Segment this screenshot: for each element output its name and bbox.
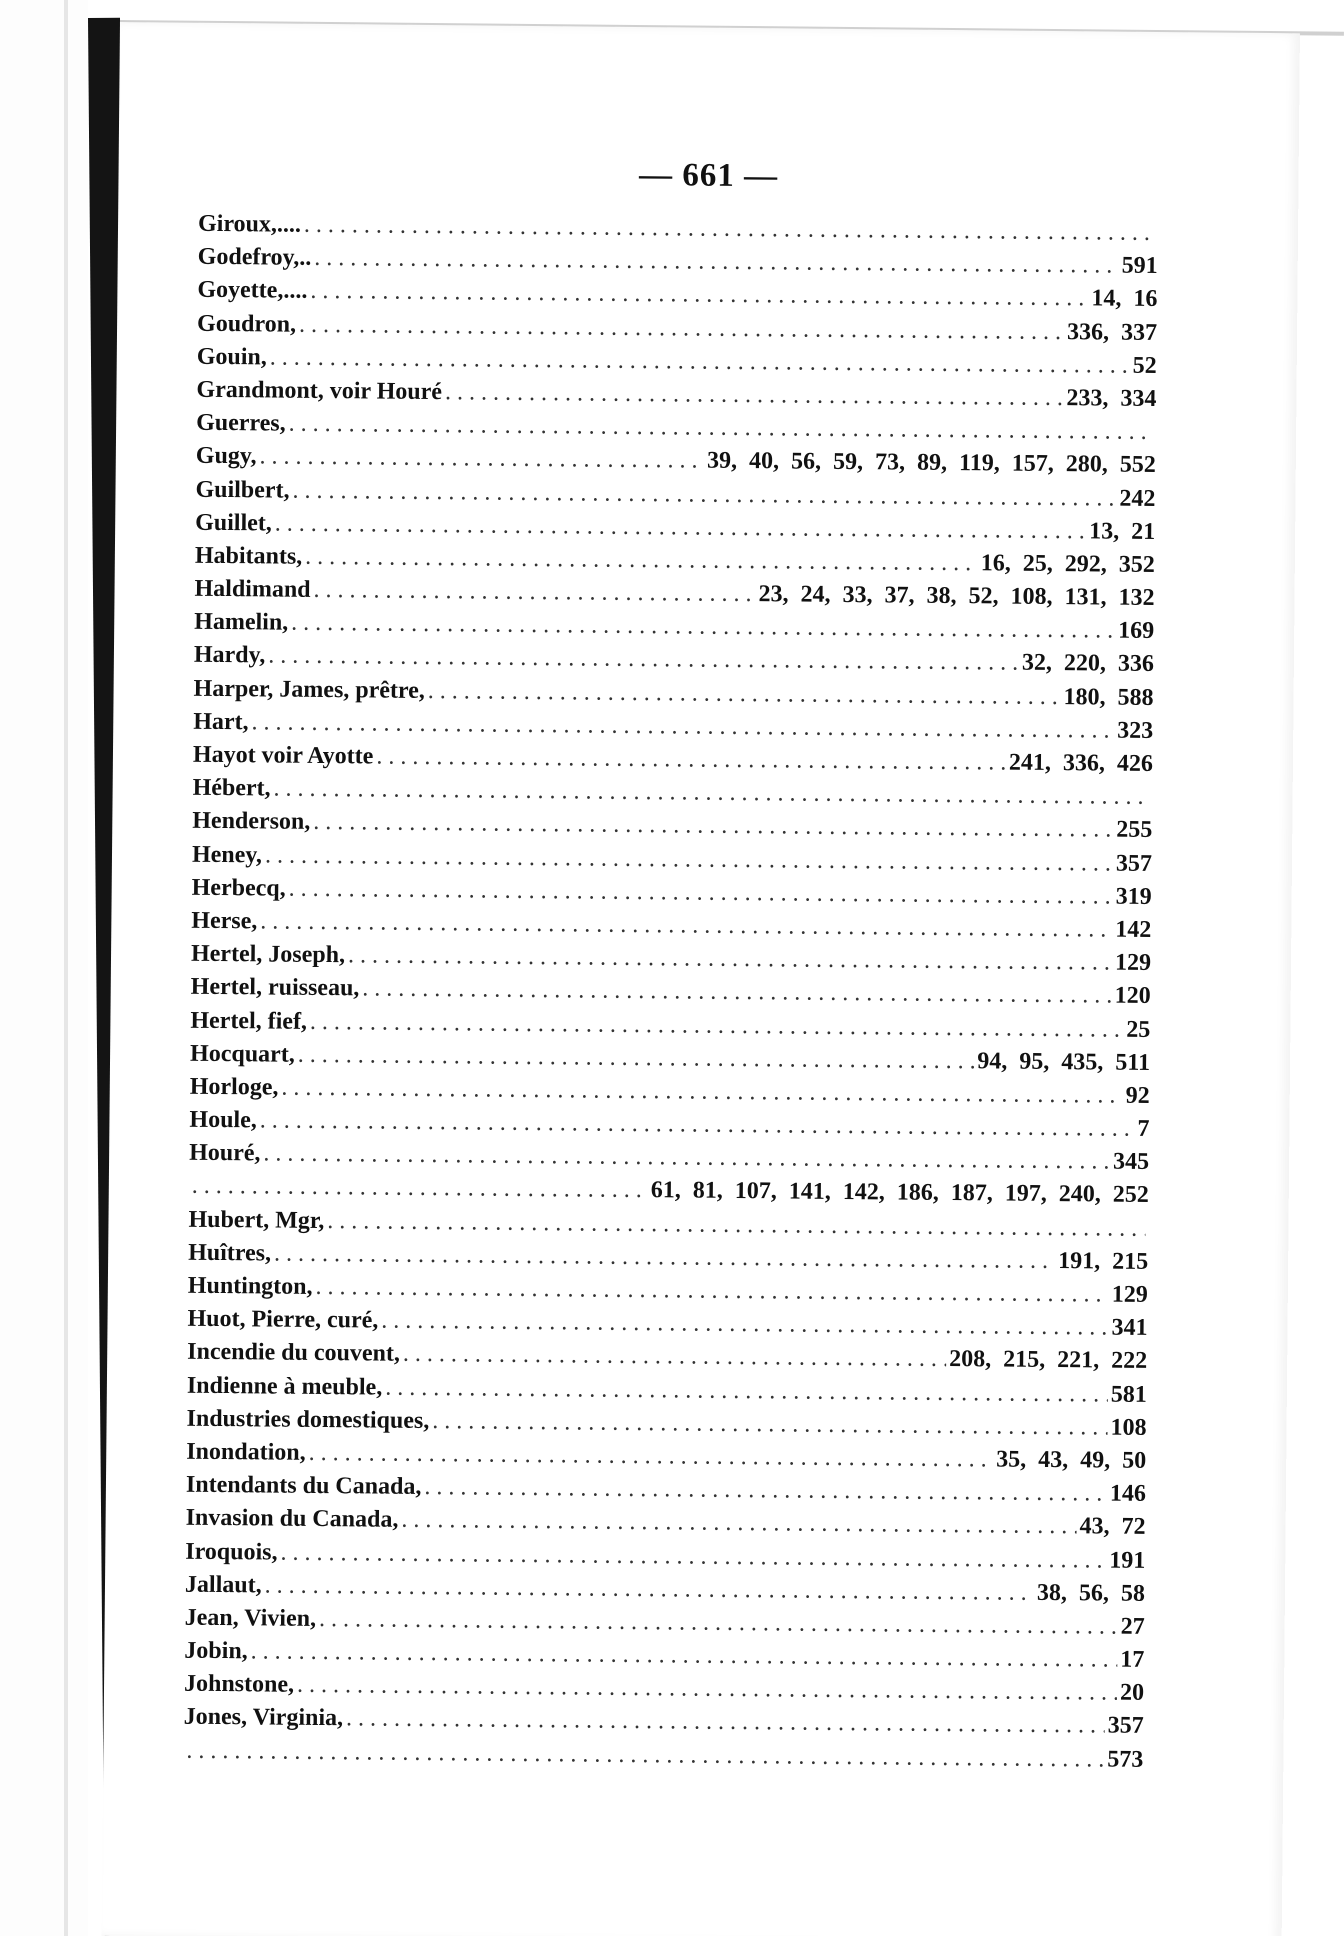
entry-name: Grandmont, voir Houré xyxy=(196,376,443,406)
entry-name: Hardy, xyxy=(193,642,266,669)
entry-name: Guillet, xyxy=(195,509,272,537)
entry-page-numbers: 61, 81, 107, 141, 142, 186, 187, 197, 240, 252 xyxy=(650,1177,1149,1209)
dot-leader xyxy=(401,1507,1076,1540)
page-number-header: — 661 — xyxy=(638,156,779,195)
entry-name: Gouin, xyxy=(196,343,267,371)
index-entry-list xyxy=(183,211,1158,1780)
entry-page-numbers: 32, 220, 336 xyxy=(1021,650,1155,678)
entry-page-numbers: 323 xyxy=(1117,717,1154,744)
entry-page-numbers: 108 xyxy=(1110,1414,1147,1441)
dot-leader xyxy=(309,1440,994,1474)
dot-leader xyxy=(445,379,1064,412)
entry-name: Houle, xyxy=(189,1106,257,1134)
entry-page-numbers: 120 xyxy=(1114,982,1151,1010)
entry-page-numbers: 142 xyxy=(1115,916,1152,943)
dot-leader xyxy=(259,444,704,475)
dot-leader xyxy=(428,678,1061,711)
entry-name: Huot, Pierre, curé, xyxy=(187,1305,379,1334)
entry-page-numbers: 92 xyxy=(1125,1082,1150,1109)
entry-page-numbers: 52 xyxy=(1132,352,1157,379)
dot-leader xyxy=(305,544,978,577)
entry-page-numbers: 35, 43, 49, 50 xyxy=(996,1446,1147,1474)
entry-name: Hertel, Joseph, xyxy=(190,940,346,969)
entry-page-numbers: 591 xyxy=(1121,252,1158,280)
entry-name: Huîtres, xyxy=(188,1239,272,1267)
entry-page-numbers: 43, 72 xyxy=(1079,1513,1146,1541)
entry-name: Herse, xyxy=(191,907,258,935)
entry-name: Herbecq, xyxy=(191,874,286,902)
dot-leader xyxy=(381,1308,1108,1342)
entry-page-numbers: 180, 588 xyxy=(1063,683,1154,711)
entry-name: Giroux,.... xyxy=(197,210,302,238)
entry-name: Hertel, ruisseau, xyxy=(190,974,360,1002)
dot-leader xyxy=(192,1173,648,1204)
entry-page-numbers: 146 xyxy=(1109,1480,1147,1508)
entry-name: Jobin, xyxy=(184,1637,248,1665)
entry-page-numbers: 573 xyxy=(1107,1746,1144,1773)
entry-name: Jean, Vivien, xyxy=(184,1604,317,1632)
entry-name: Jallaut, xyxy=(184,1571,262,1599)
entry-name: Gugy, xyxy=(195,443,257,470)
entry-name: Inondation, xyxy=(186,1438,306,1466)
entry-page-numbers: 336, 337 xyxy=(1066,318,1158,346)
dot-leader xyxy=(432,1408,1108,1441)
entry-name: Goyette,.... xyxy=(197,277,308,305)
entry-page-numbers: 7 xyxy=(1137,1115,1150,1142)
entry-name: Harper, James, prêtre, xyxy=(193,675,426,704)
entry-name: Haldimand xyxy=(194,575,311,603)
entry-page-numbers: 581 xyxy=(1110,1381,1147,1408)
entry-name: Hamelin, xyxy=(194,608,289,636)
entry-page-numbers: 38, 56, 58 xyxy=(1036,1579,1146,1607)
entry-page-numbers: 169 xyxy=(1118,617,1155,645)
entry-name: Guilbert, xyxy=(195,476,290,504)
entry-page-numbers: 13, 21 xyxy=(1089,518,1156,545)
entry-name: Intendants du Canada, xyxy=(185,1471,422,1501)
entry-page-numbers: 191 xyxy=(1109,1547,1146,1574)
entry-page-numbers: 14, 16 xyxy=(1091,285,1158,313)
entry-page-numbers: 16, 25, 292, 352 xyxy=(980,550,1155,578)
entry-page-numbers: 241, 336, 426 xyxy=(1008,749,1154,777)
entry-name: Godefroy,.. xyxy=(197,243,312,272)
entry-name: Henderson, xyxy=(192,808,311,836)
entry-name: Horloge, xyxy=(189,1073,279,1101)
dot-leader xyxy=(268,643,1019,677)
facing-page-sliver xyxy=(0,0,88,1936)
entry-name: Johnstone, xyxy=(183,1670,295,1698)
entry-name: Goudron, xyxy=(196,310,297,338)
entry-page-numbers: 345 xyxy=(1112,1148,1150,1176)
entry-name: Hart, xyxy=(193,708,249,736)
entry-page-numbers: 233, 334 xyxy=(1066,385,1157,412)
entry-page-numbers: 39, 40, 56, 59, 73, 89, 119, 157, 280, 552 xyxy=(707,447,1156,479)
dot-leader xyxy=(313,577,755,608)
entry-name: Jones, Virginia, xyxy=(183,1704,344,1732)
entry-name: Invasion du Canada, xyxy=(185,1505,399,1534)
entry-page-numbers: 20 xyxy=(1119,1679,1145,1707)
entry-page-numbers: 208, 215, 221, 222 xyxy=(949,1346,1148,1375)
entry-page-numbers: 255 xyxy=(1116,816,1153,844)
entry-name: Houré, xyxy=(189,1139,261,1167)
entry-name: Hayot voir Ayotte xyxy=(192,741,374,770)
entry-name: Hubert, Mgr, xyxy=(188,1206,325,1234)
index-page xyxy=(102,22,1300,1936)
entry-name: Hébert, xyxy=(192,774,271,802)
facing-page-edge xyxy=(64,0,68,1936)
entry-page-numbers: 341 xyxy=(1111,1314,1148,1342)
entry-name: Hocquart, xyxy=(189,1040,295,1068)
entry-page-numbers: 25 xyxy=(1126,1016,1151,1043)
dot-leader xyxy=(362,976,1112,1010)
entry-page-numbers: 27 xyxy=(1120,1613,1145,1640)
entry-name: Guerres, xyxy=(196,409,286,437)
entry-name: Industries domestiques, xyxy=(186,1405,430,1434)
entry-page-numbers: 23, 24, 33, 37, 38, 52, 108, 131, 132 xyxy=(758,581,1155,612)
entry-name: Huntington, xyxy=(187,1272,313,1300)
entry-name: Heney, xyxy=(191,841,263,868)
dot-leader xyxy=(385,1374,1108,1408)
entry-page-numbers: 94, 95, 435, 511 xyxy=(977,1047,1151,1076)
dot-leader xyxy=(403,1341,947,1373)
dot-leader xyxy=(304,212,1155,247)
dot-leader xyxy=(298,1041,975,1074)
dot-leader xyxy=(376,743,1006,776)
entry-name: Iroquois, xyxy=(185,1538,278,1566)
entry-name: Indienne à meuble, xyxy=(186,1372,383,1401)
entry-page-numbers: 357 xyxy=(1115,850,1153,877)
entry-page-numbers: 357 xyxy=(1107,1712,1144,1740)
entry-page-numbers: 191, 215 xyxy=(1058,1247,1149,1275)
entry-page-numbers: 17 xyxy=(1120,1646,1145,1673)
dot-leader xyxy=(424,1474,1107,1508)
entry-page-numbers: 242 xyxy=(1119,485,1156,512)
entry-name: Incendie du couvent, xyxy=(187,1339,401,1368)
entry-page-numbers: 129 xyxy=(1114,949,1152,977)
entry-page-numbers: 129 xyxy=(1111,1281,1148,1308)
entry-name: Hertel, fief, xyxy=(190,1007,308,1035)
entry-page-numbers: 319 xyxy=(1115,883,1152,910)
entry-name: Habitants, xyxy=(194,542,303,570)
